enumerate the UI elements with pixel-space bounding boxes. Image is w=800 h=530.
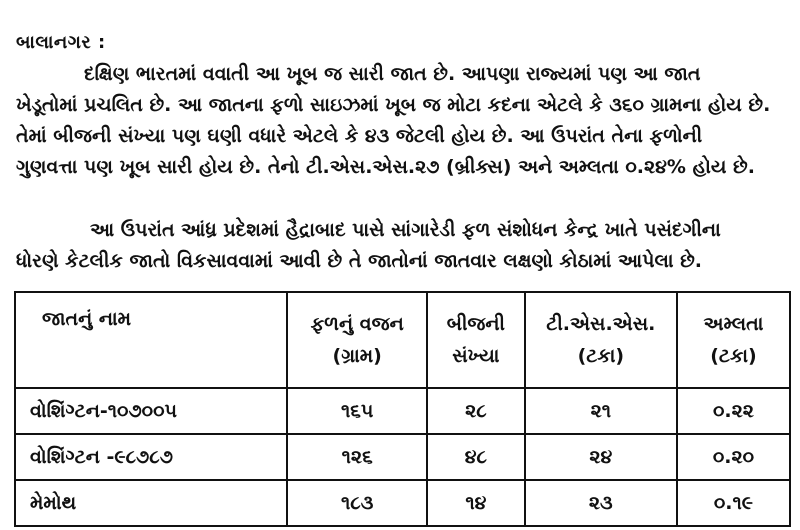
cell-fruit-weight: ૧૨૬ (287, 434, 427, 480)
varieties-table (14, 291, 791, 527)
header-acidity: અમ્લતા (ટકા) (677, 292, 790, 388)
cell-acidity: ૦.૨૦ (677, 434, 790, 480)
cell-seed-count: ૧૪ (427, 480, 525, 526)
header-fruit-weight: ફળનું વજન (ગ્રામ) (287, 292, 427, 388)
table-row (15, 388, 790, 434)
header-variety-name: જાતનું નામ (15, 292, 287, 388)
table-header-row (15, 292, 790, 388)
cell-fruit-weight: ૧૮૩ (287, 480, 427, 526)
paragraph-varieties (16, 215, 786, 277)
cell-variety-name: મેમોથ (15, 480, 287, 526)
cell-seed-count: ૪૮ (427, 434, 525, 480)
cell-fruit-weight: ૧૬૫ (287, 388, 427, 434)
cell-variety-name: વોશિંગ્ટન -૯૮૭૮૭ (15, 434, 287, 480)
header-tss: ટી.એસ.એસ. (ટકા) (525, 292, 677, 388)
table-row (15, 434, 790, 480)
cell-seed-count: ૨૮ (427, 388, 525, 434)
table-row (15, 480, 790, 526)
paragraph-line: આ ઉપરાંત આંધ્ર પ્રદેશમાં હૈદ્રાબાદ પાસે સાંગારેડી ફળ સંશોધન કેન્દ્ર ખાતે પસંદગીના (90, 219, 721, 241)
cell-tss: ૨૩ (525, 480, 677, 526)
paragraph-line: ધોરણે કેટલીક જાતો વિકસાવવામાં આવી છે તે જાતોનાં જાતવાર લક્ષણો કોઠામાં આપેલા છે. (16, 250, 703, 272)
cell-variety-name: વોશિંગ્ટન-૧૦૭૦૦૫ (15, 388, 287, 434)
cell-tss: ૨૧ (525, 388, 677, 434)
cell-acidity: ૦.૨૨ (677, 388, 790, 434)
paragraph-line: તેમાં બીજની સંખ્યા પણ ઘણી વધારે એટલે કે ૪૩ જેટલી હોય છે. આ ઉપરાંત તેના ફળોની (16, 125, 703, 147)
paragraph-intro (16, 59, 786, 183)
paragraph-line: ખેડૂતોમાં પ્રચલિત છે. આ જાતના ફળો સાઇઝમાં ખૂબ જ મોટા કદના એટલે કે ૩૬૦ ગ્રામના હોય છે. (16, 94, 771, 116)
paragraph-line: ગુણવત્તા પણ ખૂબ સારી હોય છે. તેનો ટી.એસ.એસ.૨૭ (બ્રીક્સ) અને અમ્લતા ૦.૨૪% હોય છે. (16, 156, 755, 178)
header-seed-count: બીજની સંખ્યા (427, 292, 525, 388)
cell-tss: ૨૪ (525, 434, 677, 480)
paragraph-line: દક્ષિણ ભારતમાં વવાતી આ ખૂબ જ સારી જાત છે. આપણા રાજ્યમાં પણ આ જાત (84, 63, 701, 85)
section-heading: બાલાનગર : (16, 32, 106, 53)
cell-acidity: ૦.૧૯ (677, 480, 790, 526)
